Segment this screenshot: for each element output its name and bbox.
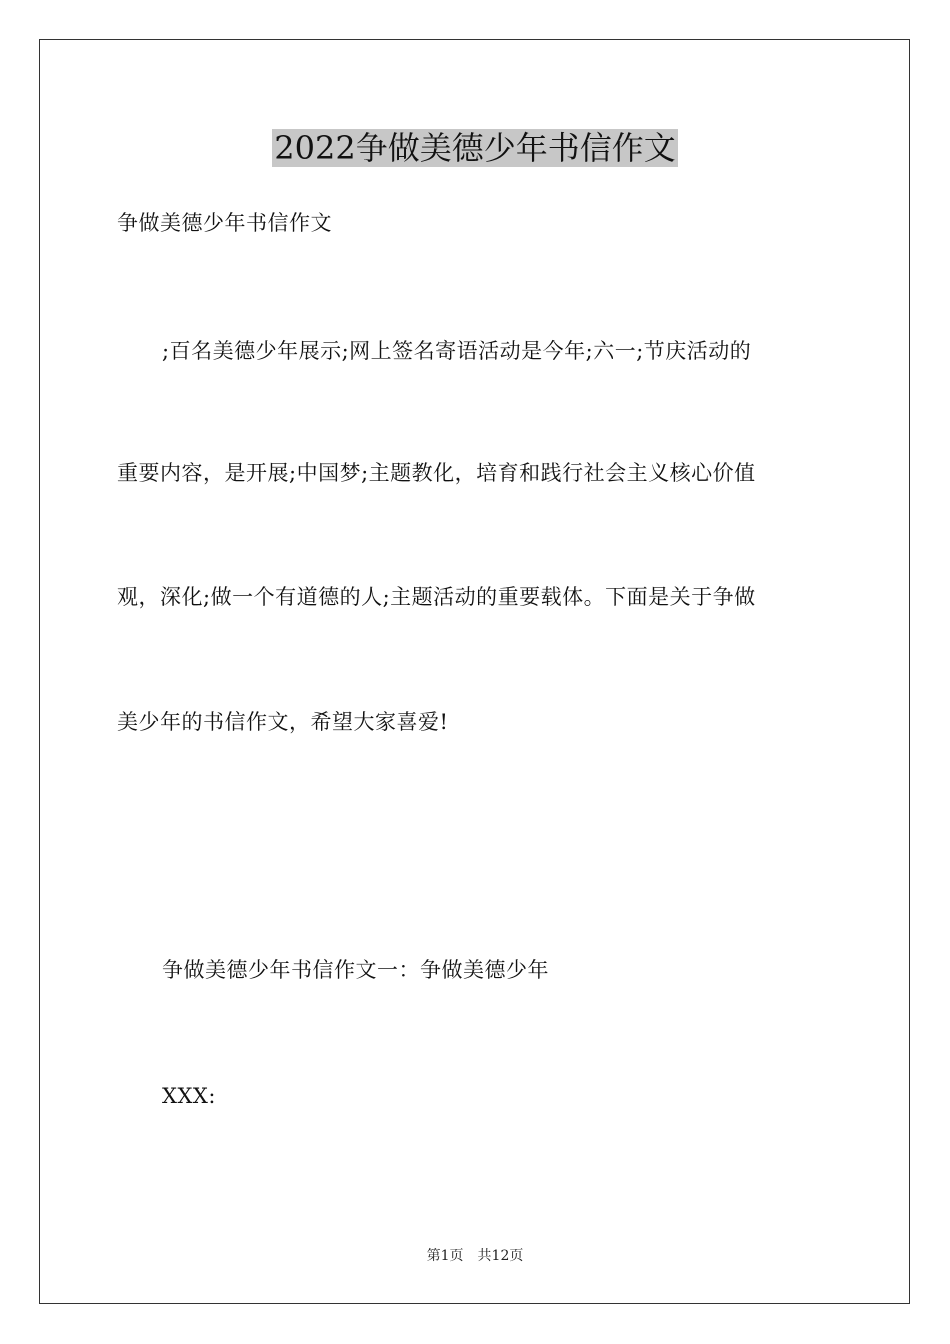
paragraph-line: 观，深化;做一个有道德的人;主题活动的重要载体。下面是关于争做	[117, 585, 756, 609]
letter-salutation: XXX:	[162, 1084, 216, 1108]
page-number: 第1页	[426, 1248, 464, 1264]
paragraph-line: 美少年的书信作文，希望大家喜爱!	[117, 710, 449, 734]
page-footer	[0, 1246, 950, 1266]
page-total: 共12页	[477, 1248, 524, 1264]
document-title	[0, 126, 950, 170]
section-heading: 争做美德少年书信作文一：争做美德少年	[162, 958, 549, 982]
paragraph-line: 重要内容，是开展;中国梦;主题教化，培育和践行社会主义核心价值	[117, 461, 756, 485]
paragraph-line: ;百名美德少年展示;网上签名寄语活动是今年;六一;节庆活动的	[162, 339, 752, 363]
document-subtitle: 争做美德少年书信作文	[117, 211, 332, 235]
document-title-text: 2022争做美德少年书信作文	[274, 129, 676, 167]
